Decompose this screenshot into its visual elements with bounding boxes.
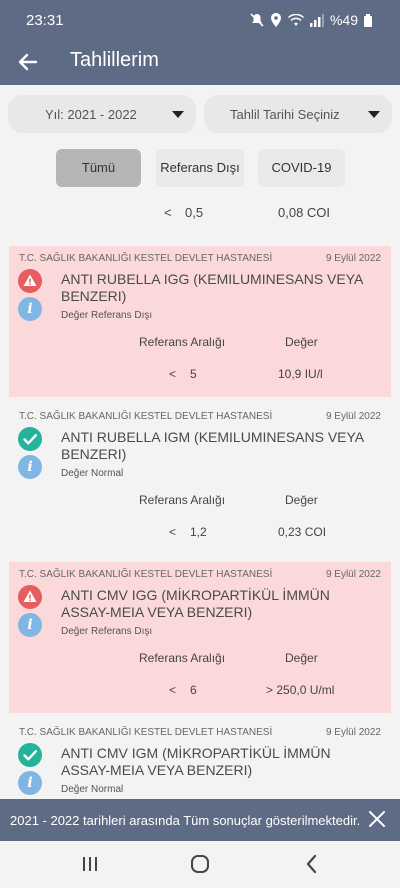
result-state: Değer Referans Dışı — [61, 626, 153, 637]
app-bar — [0, 40, 400, 85]
reference-value: 0,5 — [185, 205, 204, 220]
result-value: 0,23 COI — [278, 525, 327, 539]
info-icon[interactable]: i — [18, 613, 42, 637]
page-title: Tahlillerim — [70, 49, 159, 71]
result-card[interactable] — [9, 720, 391, 799]
status-icons — [250, 12, 372, 28]
status-time: 23:31 — [26, 12, 64, 29]
test-name: ANTI CMV IGM (MİKROPARTİKÜL İMMÜN ASSAY-MEIA VEYA BENZERI) — [61, 745, 331, 778]
result-date: 9 Eylül 2022 — [325, 253, 381, 264]
signal-icon — [310, 14, 324, 27]
snackbar — [0, 799, 400, 841]
partial-result-row — [0, 205, 400, 227]
result-value: 0,08 COI — [278, 205, 331, 220]
test-name: ANTI RUBELLA IGG (KEMILUMINESANS VEYA BENZERI) — [61, 271, 363, 304]
result-card[interactable] — [9, 246, 391, 397]
result-state: Değer Normal — [61, 468, 124, 479]
info-icon[interactable]: i — [18, 297, 42, 321]
arrow-left-icon[interactable] — [16, 50, 40, 74]
status-bar — [0, 0, 400, 40]
reference-value: 5 — [190, 367, 197, 381]
hospital-name: T.C. SAĞLIK BAKANLIĞI KESTEL DEVLET HASTANESİ — [19, 569, 273, 580]
reference-range-header: Referans Aralığı — [139, 493, 226, 507]
result-date: 9 Eylül 2022 — [325, 727, 381, 738]
date-select[interactable] — [204, 95, 392, 133]
year-select[interactable] — [8, 95, 196, 133]
info-icon[interactable]: i — [18, 455, 42, 479]
hospital-name: T.C. SAĞLIK BAKANLIĞI KESTEL DEVLET HASTANESİ — [19, 727, 273, 738]
check-icon — [18, 427, 42, 451]
wifi-icon — [288, 14, 304, 27]
result-value: 10,9 IU/l — [278, 367, 323, 381]
check-icon — [18, 743, 42, 767]
recent-apps-icon[interactable] — [78, 853, 102, 875]
caret-down-icon — [368, 111, 380, 118]
reference-value: 1,2 — [190, 525, 207, 539]
tab-all[interactable]: Tümü — [56, 149, 141, 187]
test-name: ANTI RUBELLA IGM (KEMILUMINESANS VEYA BENZERI) — [61, 429, 364, 462]
snackbar-message: 2021 - 2022 tarihleri arasında Tüm sonuçlar gösterilmektedir. — [10, 813, 361, 828]
date-select-placeholder: Tahlil Tarihi Seçiniz — [230, 107, 340, 122]
tab-covid-19[interactable]: COVID-19 — [258, 149, 345, 187]
result-date: 9 Eylül 2022 — [325, 411, 381, 422]
result-card[interactable] — [9, 404, 391, 555]
info-icon[interactable]: i — [18, 771, 42, 795]
test-name: ANTI CMV IGG (MİKROPARTİKÜL İMMÜN ASSAY-MEIA VEYA BENZERI) — [61, 587, 330, 620]
value-header: Değer — [285, 335, 318, 349]
hospital-name: T.C. SAĞLIK BAKANLIĞI KESTEL DEVLET HASTANESİ — [19, 253, 273, 264]
hospital-name: T.C. SAĞLIK BAKANLIĞI KESTEL DEVLET HASTANESİ — [19, 411, 273, 422]
value-header: Değer — [285, 651, 318, 665]
mute-icon — [250, 13, 264, 27]
reference-operator: < — [169, 525, 177, 539]
value-header: Değer — [285, 493, 318, 507]
year-select-value: Yıl: 2021 - 2022 — [45, 107, 137, 122]
battery-icon — [364, 14, 372, 27]
back-nav-icon[interactable] — [300, 853, 324, 875]
reference-range-header: Referans Aralığı — [139, 335, 226, 349]
result-state: Değer Normal — [61, 784, 124, 795]
reference-operator: < — [164, 205, 172, 220]
battery-percent: %49 — [329, 12, 358, 28]
result-state: Değer Referans Dışı — [61, 310, 153, 321]
result-value: > 250,0 U/ml — [266, 683, 335, 697]
warning-icon — [18, 269, 42, 293]
tab-out-of-reference[interactable]: Referans Dışı — [156, 149, 244, 187]
warning-icon — [18, 585, 42, 609]
reference-value: 6 — [190, 683, 197, 697]
system-nav-bar — [0, 841, 400, 888]
home-icon[interactable] — [188, 853, 212, 875]
close-icon[interactable] — [368, 810, 386, 828]
reference-range-header: Referans Aralığı — [139, 651, 226, 665]
location-icon — [270, 13, 282, 27]
result-card[interactable] — [9, 562, 391, 713]
caret-down-icon — [172, 111, 184, 118]
reference-operator: < — [169, 683, 177, 697]
reference-operator: < — [169, 367, 177, 381]
result-date: 9 Eylül 2022 — [325, 569, 381, 580]
